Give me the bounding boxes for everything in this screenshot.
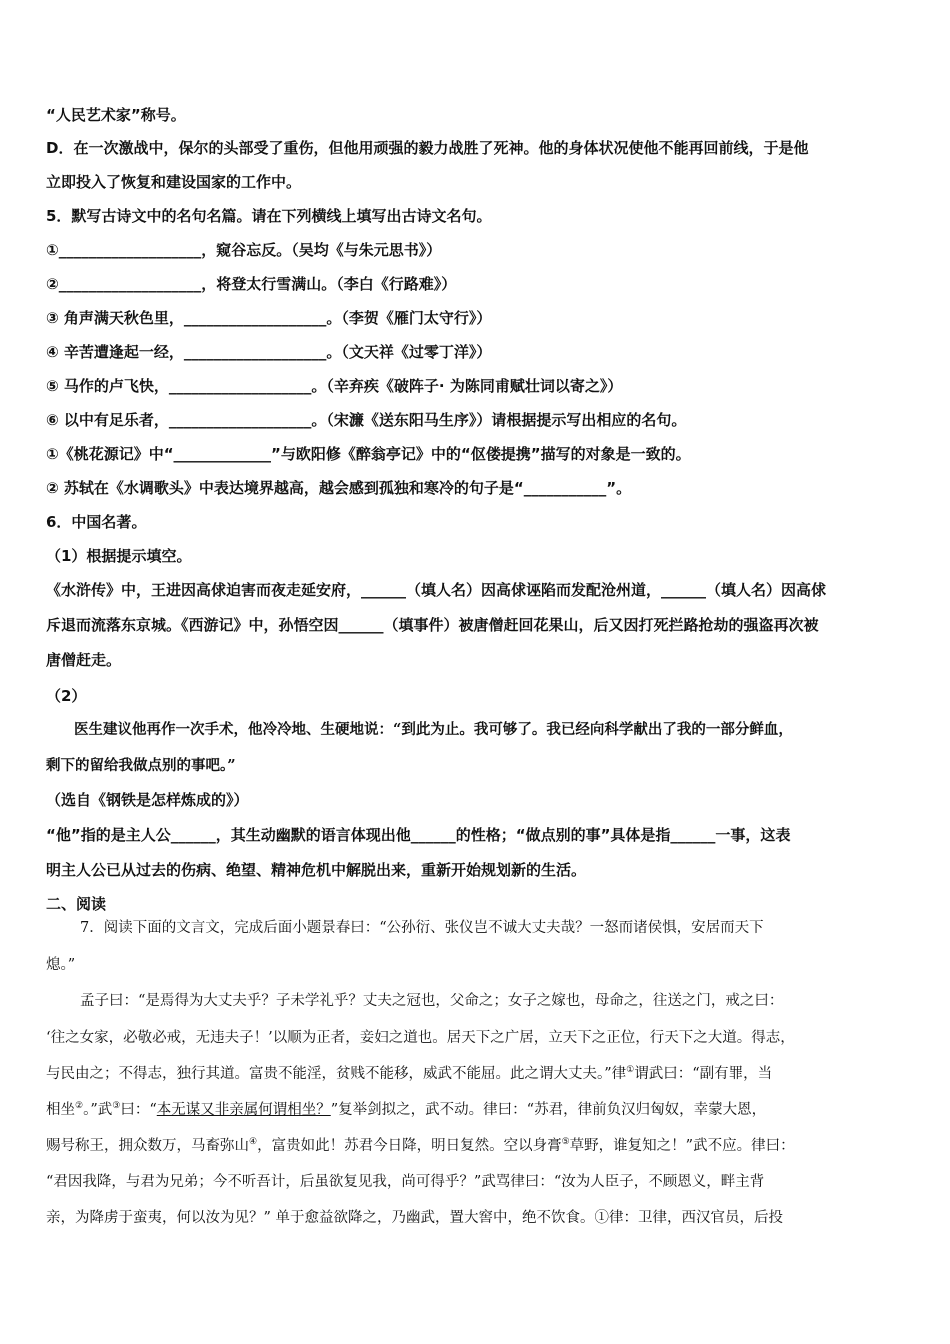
underlined-sentence: 本无谋又非亲属何谓相坐？ (156, 1102, 331, 1118)
option-d-line-1: D．在一次激战中，保尔的头部受了重伤，但他用顽强的毅力战胜了死神。他的身体状况使他不能再回前线，于是他 (46, 139, 809, 157)
section-heading-reading: 二、阅读 (46, 895, 107, 913)
passage-line-6: “君因我降，与君为兄弟；今不听吾计，后虽欲复见我，尚可得乎？”武骂律曰：“汝为人臣子，不顾恩义，畔主背 (46, 1174, 765, 1190)
question-5-title: 5．默写古诗文中的名句名篇。请在下列横线上填写出古诗文名句。 (46, 207, 492, 225)
q6-subquestion-2: （2） (46, 687, 87, 705)
q6-fill-line-2[interactable]: 斥退而流落东京城。《西游记》中，孙悟空因______（填事件）被唐僧赶回花果山，后又因打死拦路抢劫的强盗再次被 (46, 616, 819, 634)
q6-answer-line-1[interactable]: “他”指的是主人公______，其生动幽默的语言体现出他______的性格；“做点别的事”具体是指______一事，这表 (46, 826, 791, 844)
q6-answer-line-2: 明主人公已从过去的伤病、绝望、精神危机中解脱出来，重新开始规划新的生活。 (46, 861, 587, 879)
passage-line-1: 孟子曰：“是焉得为大丈夫乎？子未学礼乎？丈夫之冠也，父命之；女子之嫁也，母命之，往送之门，戒之曰： (80, 993, 784, 1009)
q6-fill-line-3: 唐僧赶走。 (46, 651, 122, 669)
passage-line-3: 与民由之；不得志，独行其道。富贵不能淫，贫贱不能移，威武不能屈。此之谓大丈夫。”律①谓武曰：“副有罪，当 (46, 1065, 773, 1082)
passage-line-7: 亲，为降虏于蛮夷，何以汝为见？” 单于愈益欲降之，乃幽武，置大窖中，绝不饮食。①律：卫律，西汉官员，后投 (46, 1210, 784, 1226)
footnote-marker-1: ① (626, 1065, 635, 1076)
option-d-line-2: 立即投入了恢复和建设国家的工作中。 (46, 173, 302, 191)
q5-blank-7[interactable]: ①《桃花源记》中“_____________”与欧阳修《醉翁亭记》中的“伛偻提携”描写的对象是一致的。 (46, 445, 691, 463)
footnote-marker-2: ② (75, 1101, 84, 1112)
novel-quote-line-1: 医生建议他再作一次手术，他冷冷地、生硬地说：“到此为止。我可够了。我已经向科学献出了我的一部分鲜血， (74, 721, 793, 738)
passage-line-2: ‘往之女家，必敬必戒，无违夫子！’以顺为正者，妾妇之道也。居天下之广居，立天下之正位，行天下之大道。得志， (46, 1030, 795, 1046)
q6-fill-line-1[interactable]: 《水浒传》中，王进因高俅迫害而夜走延安府，______（填人名）因高俅诬陷而发配沧州道，______（填人名）因高俅 (46, 581, 827, 599)
q5-blank-4[interactable]: ④ 辛苦遭逢起一经，___________________。（文天祥《过零丁洋》） (46, 343, 492, 361)
novel-quote-line-2: 剩下的留给我做点别的事吧。” (46, 757, 236, 774)
footnote-marker-5: ⑤ (561, 1137, 570, 1148)
footnote-marker-4: ④ (249, 1137, 258, 1148)
passage-line-4: 相坐②。”武③曰：“本无谋又非亲属何谓相坐？”复举剑拟之，武不动。律曰：“苏君，律前负汉归匈奴，幸蒙大恩， (46, 1101, 767, 1118)
q5-blank-1[interactable]: ①___________________，窥谷忘反。（吴均《与朱元思书》） (46, 241, 442, 259)
passage-line-5: 赐号称王，拥众数万，马畜弥山④，富贵如此！苏君今日降，明日复然。空以身膏⑤草野，谁复知之！”武不应。律曰： (46, 1137, 795, 1154)
q5-blank-3[interactable]: ③ 角声满天秋色里，___________________。（李贺《雁门太守行》） (46, 309, 492, 327)
q5-blank-2[interactable]: ②___________________，将登太行雪满山。（李白《行路难》） (46, 275, 457, 293)
option-c-tail: “人民艺术家”称号。 (46, 106, 186, 124)
q5-blank-6[interactable]: ⑥ 以中有足乐者，___________________。（宋濂《送东阳马生序》）请根据提示写出相应的名句。 (46, 411, 687, 429)
question-7-title-cont: 熄。” (46, 957, 76, 973)
quote-source: （选自《钢铁是怎样炼成的》） (46, 791, 249, 809)
q5-blank-8[interactable]: ② 苏轼在《水调歌头》中表达境界越高，越会感到孤独和寒冷的句子是“___________”。 (46, 479, 632, 497)
q5-blank-5[interactable]: ⑤ 马作的卢飞快，___________________。（辛弃疾《破阵子· 为陈同甫赋壮词以寄之》） (46, 377, 623, 395)
question-7-title: 7．阅读下面的文言文，完成后面小题景春曰：“公孙衍、张仪岂不诚大丈夫哉？一怒而诸侯惧，安居而天下 (80, 920, 764, 936)
footnote-marker-3: ③ (112, 1101, 121, 1112)
question-6-title: 6．中国名著。 (46, 513, 147, 531)
q6-subquestion-1: （1）根据提示填空。 (46, 547, 192, 565)
